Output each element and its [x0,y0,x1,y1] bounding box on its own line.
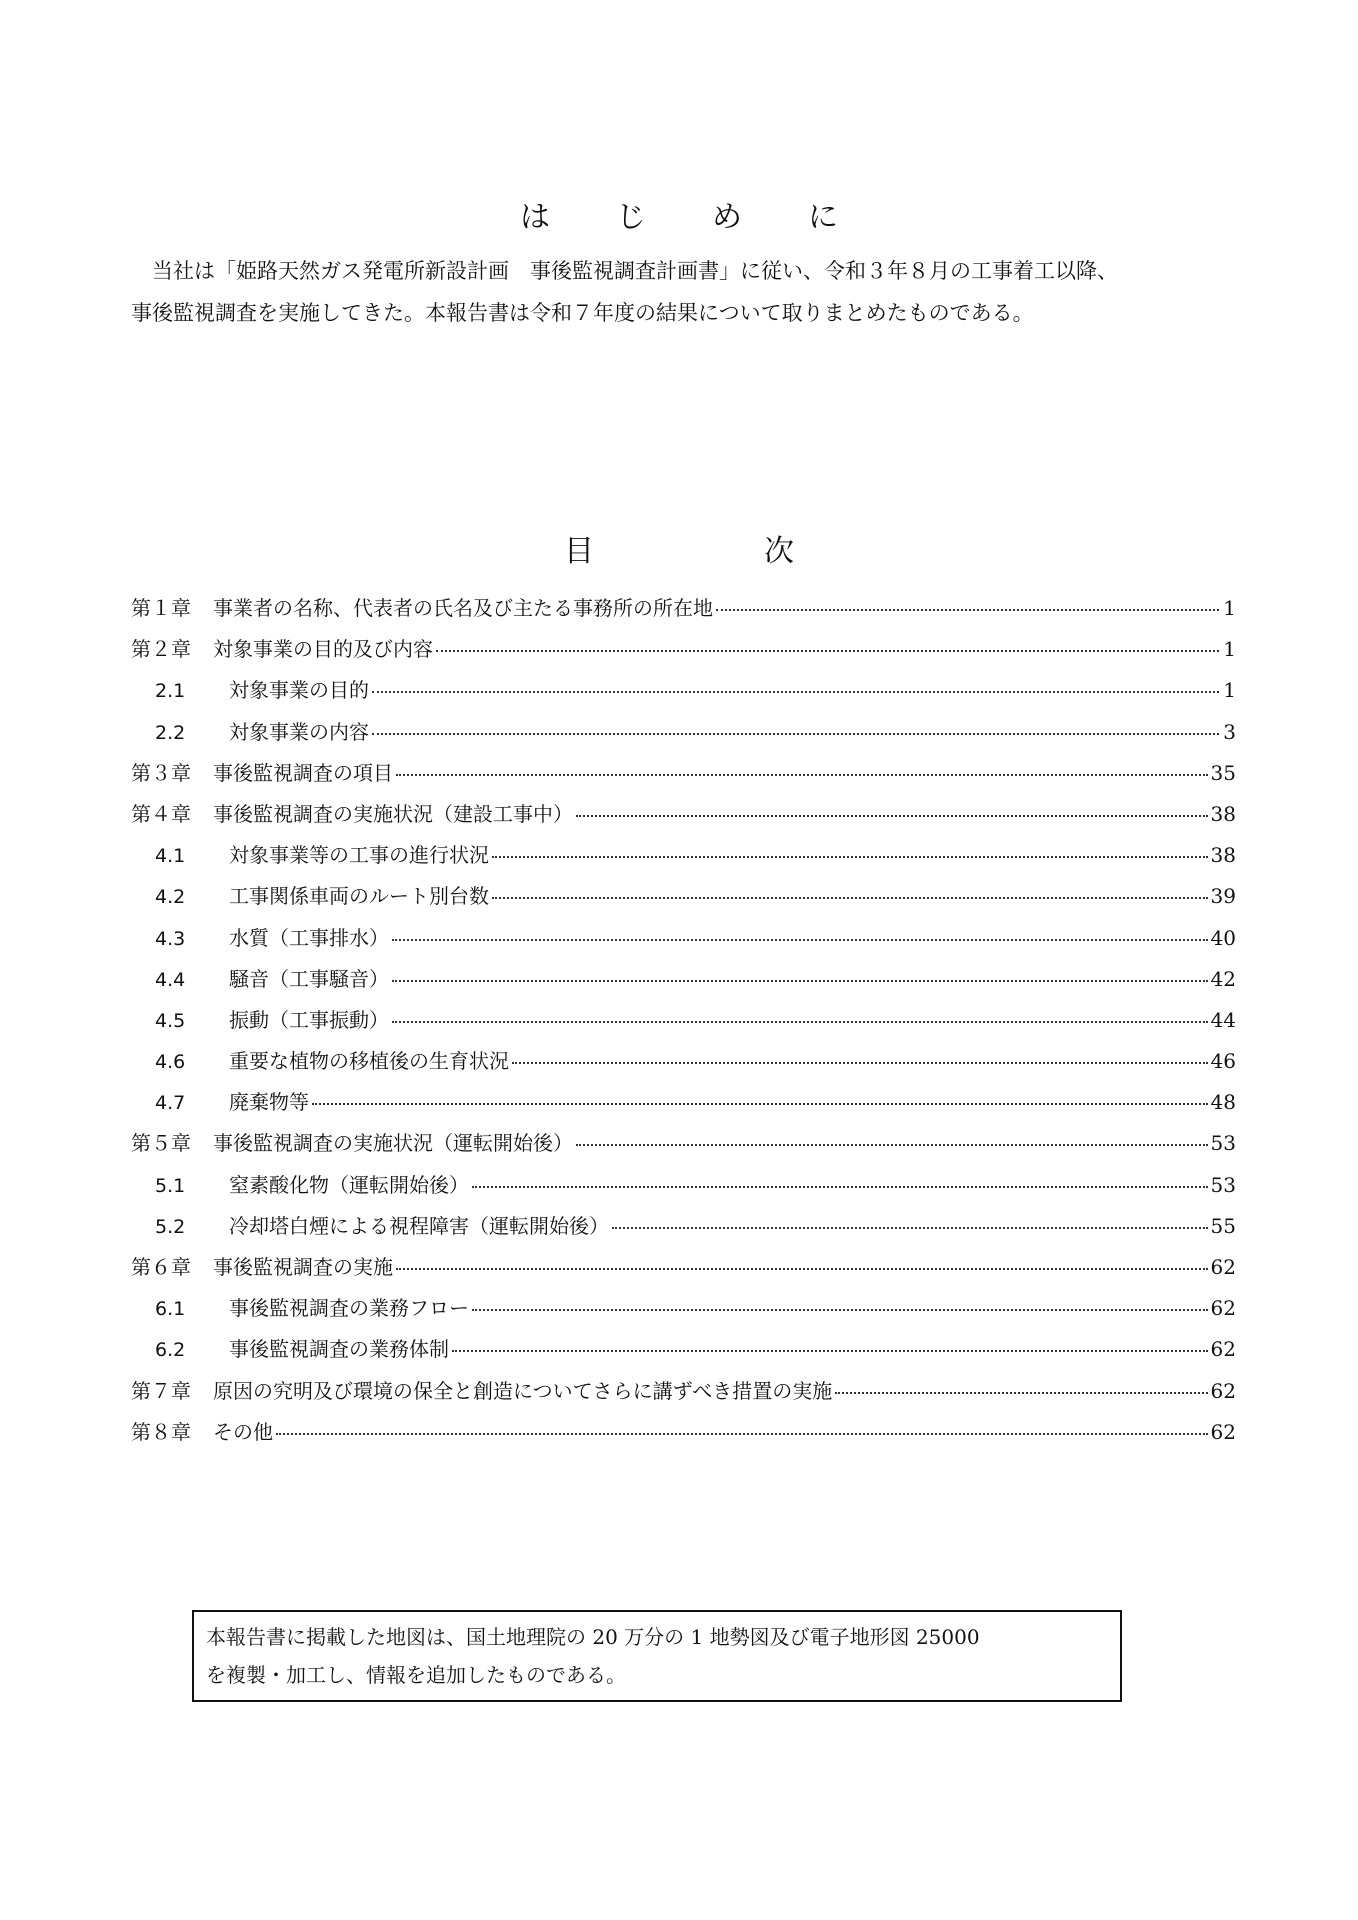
toc-entry-page: 35 [1210,760,1236,785]
toc-entry[interactable] [131,876,1236,917]
toc-entry-number: 5.2 [155,1215,186,1238]
toc-entry-page: 62 [1210,1419,1236,1444]
toc-entry-page: 62 [1210,1378,1236,1403]
toc-dot-leader [472,1309,1208,1311]
toc-entry-label [131,1247,393,1288]
toc-entry[interactable] [131,1206,1236,1247]
toc-entry-page: 1 [1223,678,1236,703]
toc-dot-leader [392,1021,1208,1023]
toc-entry[interactable] [131,1329,1236,1370]
toc-entry[interactable] [131,1412,1236,1453]
toc-entry-label [155,1082,309,1124]
toc-entry-label [131,1371,832,1412]
toc-dot-leader [396,1268,1208,1270]
toc-entry-label [155,670,369,712]
intro-title: は じ め に [520,200,856,235]
toc-entry-number: 第７章 [131,1378,191,1403]
toc-entry-label [155,959,389,1001]
toc-entry-page: 48 [1210,1090,1236,1115]
toc-entry-number: 6.2 [155,1339,186,1362]
toc-entry[interactable] [131,794,1236,835]
toc-entry-number: 第４章 [131,801,191,826]
toc-entry-number: 6.1 [155,1298,186,1321]
toc-entry-title: 原因の究明及び環境の保全と創造についてさらに講ずべき措置の実施 [213,1378,833,1403]
toc-entry-page: 55 [1210,1213,1236,1238]
toc-entry-title: 事後監視調査の実施状況（運転開始後） [213,1131,573,1156]
toc-entry[interactable] [131,1123,1236,1164]
toc-entry-page: 40 [1210,925,1236,950]
toc-entry[interactable] [131,1371,1236,1412]
toc-dot-leader [576,1144,1208,1146]
toc-entry-page: 53 [1210,1131,1236,1156]
toc-entry-title: 事後監視調査の業務フロー [229,1296,469,1321]
toc-entry-number: 4.4 [155,968,186,991]
toc-entry-title: 水質（工事排水） [229,925,389,950]
toc-dot-leader [835,1392,1207,1394]
toc-entry-page: 38 [1210,843,1236,868]
toc-entry-page: 42 [1210,966,1236,991]
toc-entry[interactable] [131,588,1236,629]
table-of-contents [131,588,1236,1453]
toc-entry-page: 62 [1210,1296,1236,1321]
toc-dot-leader [372,733,1219,735]
toc-entry-page: 38 [1210,801,1236,826]
toc-entry[interactable] [131,835,1236,876]
toc-entry-page: 1 [1223,637,1236,662]
map-source-note [192,1610,1122,1702]
toc-entry-label [155,918,389,960]
toc-entry-page: 39 [1210,884,1236,909]
toc-dot-leader [716,609,1219,611]
toc-entry[interactable] [131,1288,1236,1329]
toc-entry[interactable] [131,1247,1236,1288]
toc-entry-number: 4.1 [155,845,186,868]
toc-entry-title: 廃棄物等 [229,1090,309,1115]
toc-dot-leader [576,815,1208,817]
toc-entry[interactable] [131,712,1236,753]
toc-entry-title: 冷却塔白煙による視程障害（運転開始後） [229,1213,609,1238]
toc-entry-page: 53 [1210,1172,1236,1197]
toc-entry-title: その他 [213,1419,273,1444]
toc-entry-label [155,1206,609,1248]
toc-entry[interactable] [131,1165,1236,1206]
toc-entry-label [155,1041,509,1083]
note-line-2: を複製・加工し、情報を追加したものである。 [206,1663,626,1687]
intro-paragraph [131,250,1241,334]
toc-dot-leader [492,897,1208,899]
toc-entry-number: 第６章 [131,1255,191,1279]
toc-dot-leader [436,650,1219,652]
toc-entry[interactable] [131,1000,1236,1041]
toc-entry-number: 5.1 [155,1174,186,1197]
toc-entry-label [131,629,433,670]
toc-dot-leader [492,856,1208,858]
toc-entry-label [155,712,369,754]
toc-entry-title: 対象事業の内容 [229,719,369,744]
intro-line-1: 当社は「姫路天然ガス発電所新設計画 事後監視調査計画書」に従い、令和３年８月の工事着工以降、 [152,259,1118,283]
toc-entry-label [131,588,713,629]
toc-entry-page: 1 [1223,596,1236,620]
toc-entry-number: 4.7 [155,1092,186,1115]
toc-entry-number: 4.2 [155,886,186,909]
toc-entry[interactable] [131,753,1236,794]
toc-entry-title: 事後監視調査の実施状況（建設工事中） [213,801,573,826]
toc-dot-leader [396,774,1208,776]
toc-entry-page: 62 [1210,1255,1236,1279]
intro-line-2: 事後監視調査を実施してきた。本報告書は令和７年度の結果について取りまとめたものである。 [131,301,1034,325]
toc-entry-label [155,1329,449,1371]
toc-title-right: 次 [764,534,794,569]
toc-entry[interactable] [131,629,1236,670]
toc-dot-leader [276,1433,1208,1435]
toc-entry-number: 第１章 [131,596,191,620]
toc-entry-page: 46 [1210,1049,1236,1074]
toc-entry-label [131,794,573,835]
toc-dot-leader [472,1186,1208,1188]
toc-entry-number: 4.5 [155,1009,186,1032]
toc-entry-title: 振動（工事振動） [229,1007,389,1032]
toc-entry-label [155,1000,389,1042]
toc-entry-page: 62 [1210,1337,1236,1362]
toc-entry-title: 騒音（工事騒音） [229,966,389,991]
toc-entry-title: 事業者の名称、代表者の氏名及び主たる事務所の所在地 [213,596,713,620]
note-line-1: 本報告書に掲載した地図は、国土地理院の 20 万分の 1 地勢図及び電子地形図 25000 [206,1625,980,1649]
toc-entry-number: 第３章 [131,760,191,785]
toc-entry-label [131,1123,573,1164]
toc-dot-leader [392,980,1208,982]
toc-entry[interactable] [131,1082,1236,1123]
toc-entry-title: 対象事業の目的 [229,678,369,703]
toc-entry-title: 事後監視調査の実施 [213,1255,393,1279]
toc-entry-label [131,1412,273,1453]
toc-entry[interactable] [131,1041,1236,1082]
toc-entry-title: 事後監視調査の業務体制 [229,1337,449,1362]
toc-entry-title: 窒素酸化物（運転開始後） [229,1172,469,1197]
toc-entry-label [155,1288,469,1330]
toc-entry-label [155,1165,469,1207]
toc-dot-leader [312,1103,1208,1105]
toc-entry[interactable] [131,959,1236,1000]
toc-dot-leader [512,1062,1208,1064]
toc-dot-leader [452,1350,1208,1352]
toc-entry-label [131,753,393,794]
toc-entry-title: 対象事業の目的及び内容 [213,637,433,662]
toc-entry-title: 工事関係車両のルート別台数 [229,884,489,909]
toc-entry-number: 2.2 [155,721,186,744]
toc-entry-number: 第５章 [131,1131,191,1156]
toc-entry-number: 第８章 [131,1419,191,1444]
toc-title [0,526,1358,570]
toc-entry[interactable] [131,670,1236,711]
toc-entry-page: 44 [1210,1007,1236,1032]
toc-dot-leader [612,1227,1208,1229]
toc-entry-label [155,876,489,918]
toc-entry-label [155,835,489,877]
toc-entry-title: 事後監視調査の項目 [213,760,393,785]
toc-entry-page: 3 [1223,719,1236,744]
toc-entry-number: 第２章 [131,637,191,662]
toc-dot-leader [372,691,1219,693]
toc-entry-title: 対象事業等の工事の進行状況 [229,843,489,868]
toc-entry-number: 4.6 [155,1051,186,1074]
toc-entry[interactable] [131,918,1236,959]
toc-entry-number: 2.1 [155,680,186,703]
toc-dot-leader [392,939,1208,941]
toc-entry-title: 重要な植物の移植後の生育状況 [229,1049,509,1074]
toc-title-left: 目 [564,534,594,569]
toc-entry-number: 4.3 [155,927,186,950]
